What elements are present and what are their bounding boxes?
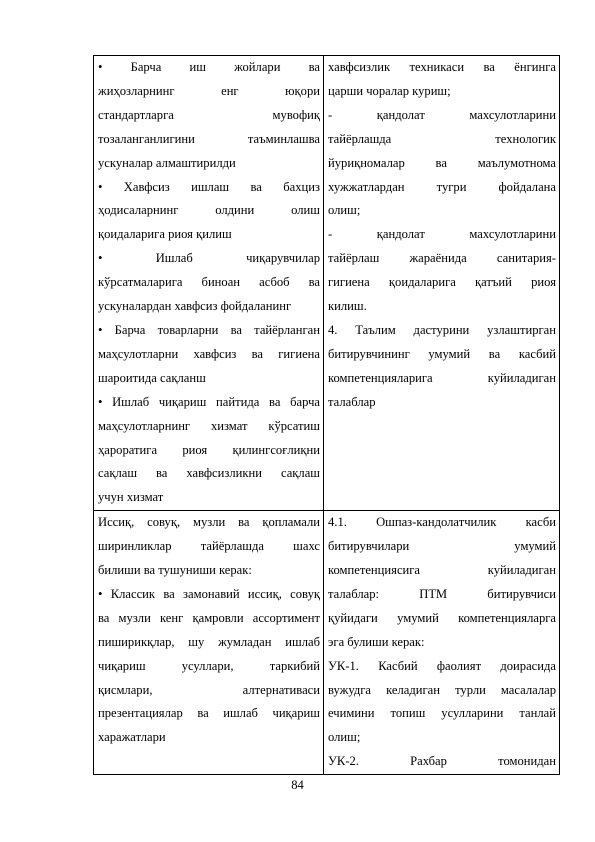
text-line: олиш;	[328, 203, 361, 218]
text-line: • Ишлаб чиқариш пайтида ва барча	[98, 394, 320, 409]
table-cell-right	[324, 56, 560, 511]
text-line: ширинликлар тайёрлашда шахс	[98, 539, 320, 554]
text-line: билиши ва тушуниши керак:	[98, 563, 252, 578]
text-line: ускуналардан хавфсиз фойдаланинг	[98, 299, 292, 314]
text-line: УК-2. Рахбар томонидан	[328, 754, 556, 769]
text-line: тайёрлашда технологик	[328, 131, 556, 146]
text-line: ускуналар алмаштирилди	[98, 155, 236, 170]
text-line: гигиена қоидаларига қатъий риоя	[328, 275, 556, 290]
text-line: маҳсулотларнинг хизмат кўрсатиш	[98, 418, 320, 433]
text-line: ва музли кенг қамровли ассортимент	[98, 610, 320, 625]
table-row	[94, 56, 560, 511]
text-line: қоидаларига риоя қилиш	[98, 227, 232, 242]
table-row	[94, 511, 560, 775]
text-line: 4.1. Ошпаз-кандолатчилик касби	[328, 515, 556, 530]
text-line: • Барча товарларни ва тайёрланган	[98, 322, 320, 337]
text-line: чиқариш усуллари, таркибий	[98, 658, 320, 673]
text-line: килиш.	[328, 299, 367, 314]
text-line: • Классик ва замонавий иссиқ, совуқ	[98, 586, 320, 601]
text-line: • Хавфсиз ишлаш ва бахциз	[98, 179, 320, 194]
text-line: олиш;	[328, 730, 361, 745]
text-line: ҳароратига риоя қилингсоғлиқни	[98, 442, 320, 457]
text-line: талаблар	[328, 394, 376, 409]
cell-text	[98, 56, 320, 510]
text-line: сақлаш ва хавфсизликни сақлаш	[98, 466, 320, 481]
text-line: хужжатлардан тугри фойдалана	[328, 179, 556, 194]
text-line: йуриқномалар ва маълумотнома	[328, 155, 556, 170]
cell-text	[98, 511, 320, 750]
text-line: харажатлари	[98, 730, 166, 745]
text-line: қуйидаги умумий компетенцияларга	[328, 610, 556, 625]
cell-text	[328, 56, 556, 415]
text-line: кўрсатмаларига биноан асбоб ва	[98, 275, 320, 290]
text-line: вужудга келадиган турли масалалар	[328, 682, 556, 697]
content-table	[93, 55, 560, 775]
table-cell-left	[94, 56, 324, 511]
text-line: ҳодисаларнинг олдини олиш	[98, 203, 320, 218]
text-line: хавфсизлик техникаси ва ёнгинга	[328, 60, 556, 74]
text-line: пиширикқлар, шу жумладан ишлаб	[98, 634, 320, 649]
text-line: битирувчининг умумий ва касбий	[328, 346, 556, 361]
text-line: - қандолат махсулотларини	[328, 107, 556, 122]
text-line: компетенциясига куйиладиган	[328, 563, 556, 578]
text-line: битирувчилари умумий	[328, 539, 556, 554]
text-line: тайёрлаш жараёнида санитария-	[328, 251, 556, 266]
text-line: талаблар: ПТМ битирувчиси	[328, 586, 556, 601]
page-number: 84	[291, 778, 304, 792]
text-line: жиҳозларнинг енг юқори	[98, 83, 320, 98]
text-line: 4. Таълим дастурини узлаштирган	[328, 322, 556, 337]
text-line: - қандолат махсулотларини	[328, 227, 556, 242]
text-line: УК-1. Касбий фаолият доирасида	[328, 658, 556, 673]
text-line: • Ишлаб чиқарувчилар	[98, 251, 320, 266]
text-line: шароитида сақланш	[98, 370, 206, 385]
text-line: • Барча иш жойлари ва	[98, 60, 320, 74]
text-line: қисмлари, алтернативаси	[98, 682, 320, 697]
text-line: царши чоралар куриш;	[328, 83, 451, 98]
table-cell-right	[324, 511, 560, 775]
text-line: маҳсулотларни хавфсиз ва гигиена	[98, 346, 320, 361]
text-line: презентациялар ва ишлаб чиқариш	[98, 706, 320, 721]
text-line: тозаланганлигини таъминлашва	[98, 131, 320, 146]
text-line: Иссиқ, совуқ, музли ва қопламали	[98, 515, 320, 530]
text-line: ечимини топиш усулларини танлай	[328, 706, 556, 721]
text-line: эга булиши керак:	[328, 634, 425, 649]
text-line: компетенцияларига куйиладиган	[328, 370, 556, 385]
cell-text	[328, 511, 556, 774]
table-cell-left	[94, 511, 324, 775]
text-line: стандартларга мувофиқ	[98, 107, 320, 122]
text-line: учун хизмат	[98, 490, 164, 505]
